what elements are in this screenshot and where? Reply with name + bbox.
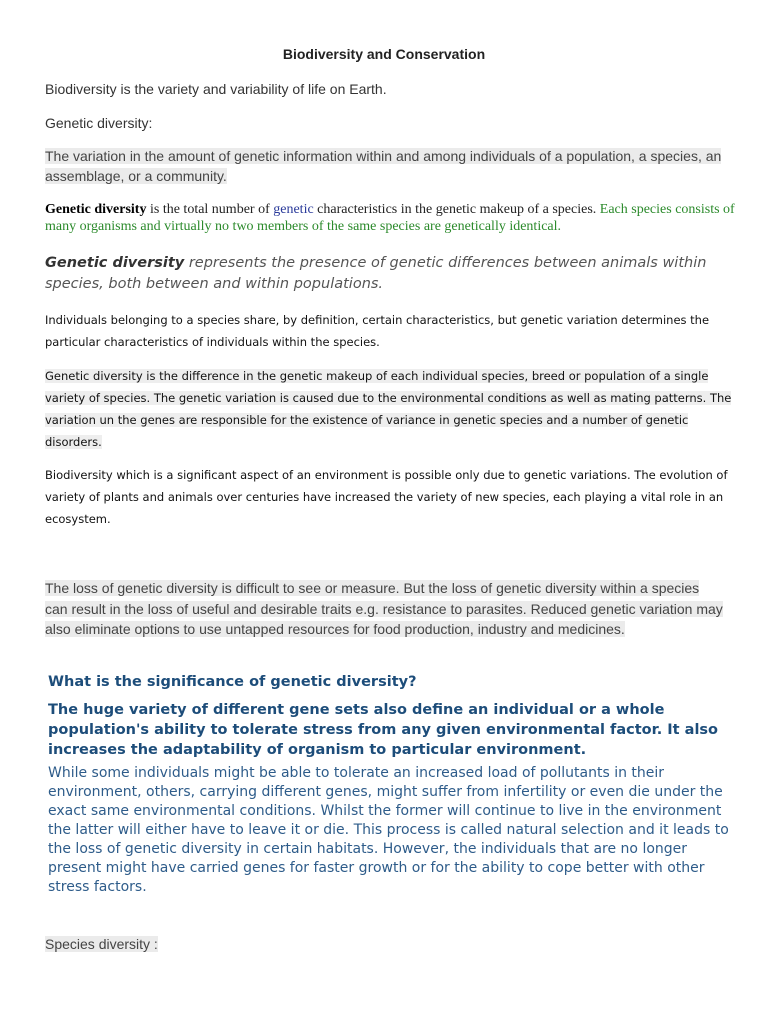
italic-bold-term: Genetic diversity bbox=[45, 255, 185, 271]
serif-bold-term: Genetic diversity bbox=[45, 202, 147, 217]
significance-paragraph: While some individuals might be able to tolerate an increased load of pollutants in their environment, others, carrying different genes, might suffer from infertility or even die under the exact same environmental conditions. Whilst the former will continue to live in the environment the latter will either have to leave it or die. This process is called natural selection and it leads to the loss of genetic diversity in certain habitats. However, the individuals that are no longer present might have carried genes for faster growth or for the ability to cope better with other stress factors. bbox=[48, 765, 729, 895]
species-diversity-heading bbox=[45, 936, 158, 952]
loss-paragraph bbox=[45, 578, 725, 640]
significance-bold-paragraph: The huge variety of different gene sets also define an individual or a whole population's ability to tolerate stress from any given environmental factor. It also increases the adaptability of organism to particular environment. bbox=[48, 702, 719, 758]
intro-paragraph: Biodiversity is the variety and variability of life on Earth. bbox=[45, 81, 387, 97]
definition-text: The variation in the amount of genetic information within and among individuals of a population, a species, an assemblage, or a community. bbox=[45, 148, 722, 184]
definition-paragraph bbox=[45, 146, 725, 186]
significance-heading: What is the significance of genetic diversity? bbox=[48, 674, 417, 690]
difference-paragraph bbox=[45, 365, 735, 453]
biodiversity-paragraph: Biodiversity which is a significant aspect of an environment is possible only due to genetic variations. The evolution of variety of plants and animals over centuries have increased the variety of new species, each playing a vital role in an ecosystem. bbox=[45, 468, 728, 526]
genetic-diversity-heading: Genetic diversity: bbox=[45, 115, 153, 131]
serif-definition-paragraph bbox=[45, 201, 735, 235]
species-diversity-text: Species diversity : bbox=[45, 936, 158, 952]
document-title: Biodiversity and Conservation bbox=[282, 46, 486, 62]
individuals-paragraph: Individuals belonging to a species share, by definition, certain characteristics, but genetic variation determines the particular characteristics of individuals within the species. bbox=[45, 313, 710, 349]
italic-text: represents the presence of genetic differences between animals within species, both between and within populations. bbox=[45, 255, 707, 292]
serif-green-text: Each species consists of many organisms and virtually no two members of the same species are genetically identical. bbox=[45, 202, 735, 234]
serif-text-1: is the total number of bbox=[146, 202, 274, 217]
genetic-link[interactable]: genetic bbox=[273, 202, 314, 217]
difference-text: Genetic diversity is the difference in the genetic makeup of each individual species, breed or population of a single variety of species. The genetic variation is caused due to the environmental conditions as well as mating patterns. The variation un the genes are responsible for the existence of variance in genetic species and a number of genetic disorders. bbox=[45, 369, 732, 449]
italic-definition-paragraph bbox=[45, 253, 735, 295]
loss-text: The loss of genetic diversity is difficult to see or measure. But the loss of genetic diversity within a species can result in the loss of useful and desirable traits e.g. resistance to parasites. Reduced genetic variation may also eliminate options to use untapped resources for food production, industry and medicines. bbox=[45, 580, 723, 637]
serif-text-2: characteristics in the genetic makeup of a species. bbox=[313, 202, 600, 217]
